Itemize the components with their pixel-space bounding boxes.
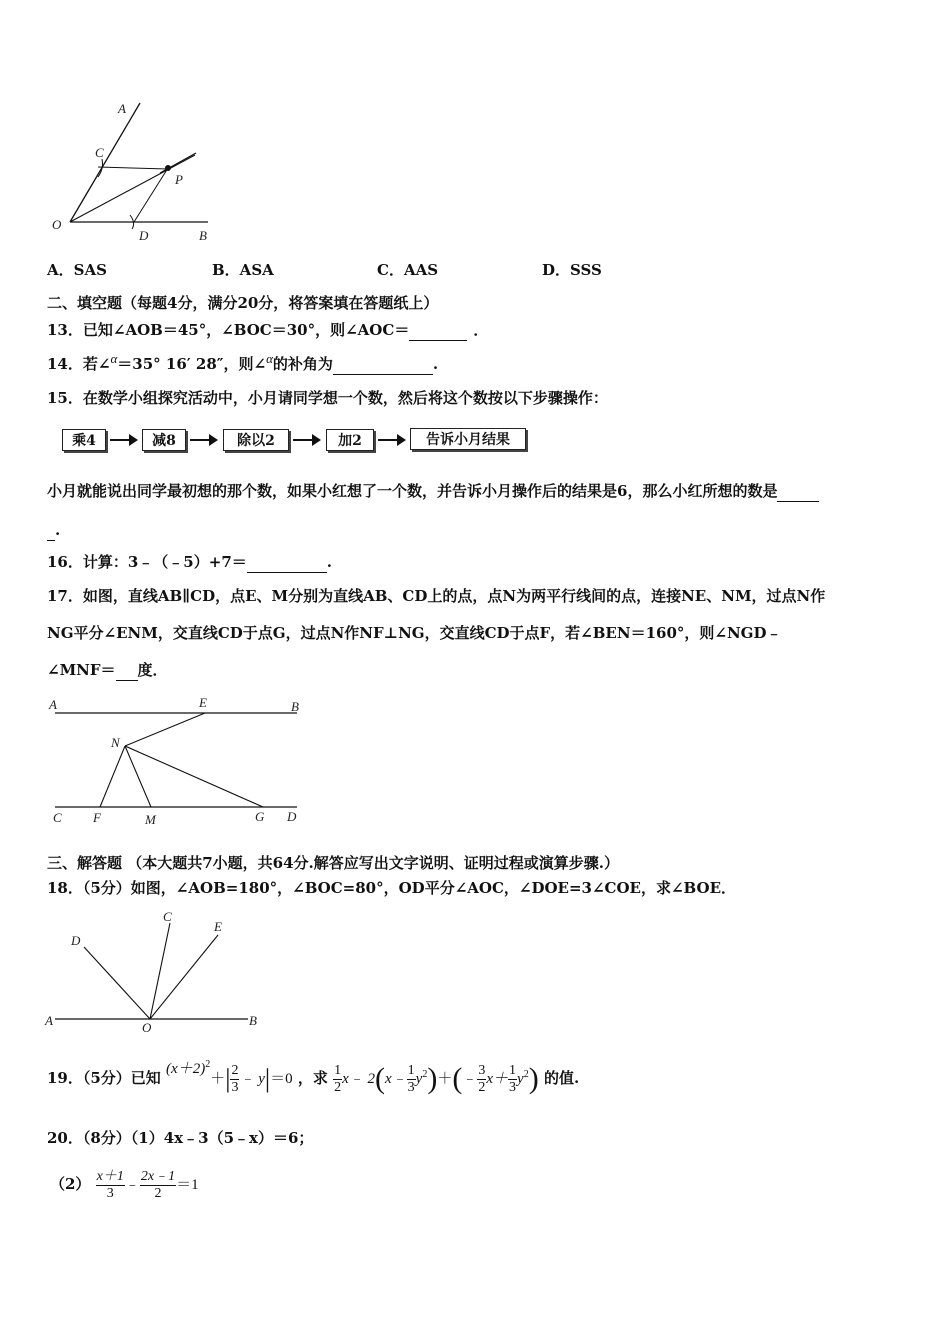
q17-line1: 17．如图，直线AB∥CD，点E、M分别为直线AB、CD上的点，点N为两平行线间的点，连接NE、NM，过点N作	[47, 587, 826, 605]
q14-pre: 14．若∠	[47, 355, 111, 373]
paren-left-1: (	[375, 1062, 385, 1095]
label-g: G	[255, 809, 265, 824]
q16-end: .	[326, 553, 332, 571]
q17-line3-pre: ∠MNF＝	[47, 661, 116, 679]
label-n: N	[111, 735, 120, 750]
step-box-5: 告诉小月结果	[410, 428, 526, 450]
arrow-icon-1	[110, 439, 136, 441]
step-box-4: 加2	[326, 429, 374, 451]
label-b: B	[249, 1013, 257, 1028]
q20-part2-label: （2）	[50, 1175, 91, 1193]
segment-dp	[134, 168, 168, 222]
label-e: E	[199, 695, 207, 710]
arrow-icon-4	[378, 439, 404, 441]
q15-answer-blank[interactable]	[777, 481, 819, 502]
label-a: A	[45, 1013, 53, 1028]
segment-op	[70, 155, 195, 222]
option-c: C．AAS	[377, 261, 439, 279]
label-b: B	[199, 228, 207, 243]
geometry-figure-q17	[45, 693, 315, 833]
q19-cond-a: $(x+2)^2$	[166, 1059, 211, 1077]
step-box-2: 减8	[142, 429, 186, 451]
label-b: B	[291, 699, 299, 714]
q15-answer-blank-cont[interactable]	[47, 520, 55, 541]
segment-cp	[98, 167, 168, 169]
paren-right-2: )	[528, 1062, 539, 1095]
q19-sup: 2	[205, 1059, 211, 1070]
label-p: P	[175, 172, 183, 187]
q19-t2-frac: $\frac{1}{3}$	[509, 1062, 517, 1095]
q19-abs-frac: $\frac{2}{3}$	[231, 1062, 239, 1095]
q13-text: 13．已知∠AOB＝45°，∠BOC＝30°，则∠AOC＝	[47, 321, 410, 339]
q15-end-line	[47, 520, 60, 541]
segment-nm	[125, 746, 151, 807]
label-d: D	[139, 228, 149, 243]
q13-end: ．	[473, 321, 489, 339]
question-20-part2	[50, 1160, 199, 1208]
question-18: 18．（5分）如图，∠AOB=180°，∠BOC=80°，OD平分∠AOC，∠DOE=3∠COE，求∠BOE．	[47, 879, 737, 897]
label-o: O	[52, 217, 62, 232]
q16-text: 16．计算：3﹣（﹣5）+7＝	[47, 553, 247, 571]
q19-third-frac: $\frac{1}{3}$	[407, 1062, 415, 1095]
option-d: D．SSS	[542, 261, 602, 279]
label-c: C	[163, 909, 172, 924]
question-13	[47, 320, 488, 341]
q17-line2: NG平分∠ENM，交直线CD于点G，过点N作NF⊥NG，交直线CD于点F，若∠BEN＝160°，则∠NGD﹣	[47, 624, 782, 642]
question-16	[47, 552, 332, 573]
arrow-icon-3	[293, 439, 319, 441]
q19-inner2-c: y	[517, 1071, 524, 1087]
label-f: F	[93, 810, 101, 825]
label-a: A	[49, 697, 57, 712]
q14-mid: ＝35° 16′ 28″，则∠	[117, 355, 267, 373]
q15-end: .	[55, 521, 61, 539]
paren-right-1: )	[427, 1062, 438, 1095]
question-19	[47, 1050, 579, 1100]
q15-body	[47, 481, 819, 502]
label-c: C	[95, 145, 104, 160]
q19-inner2-b: x＋	[486, 1071, 509, 1087]
paren-left-2: (	[452, 1062, 463, 1095]
q20-eq: ＝1	[176, 1177, 199, 1193]
q13-answer-blank[interactable]	[409, 320, 467, 341]
q14-end: .	[432, 355, 439, 373]
step-box-1: 乘4	[62, 429, 106, 451]
ray-oe	[150, 935, 218, 1019]
q19-neg: ﹣	[462, 1071, 478, 1087]
arrow-icon-2	[190, 439, 216, 441]
q19-post: 的值.	[543, 1069, 580, 1087]
q20-frac-1: $\frac{x+1}{3}$	[96, 1168, 124, 1201]
alpha-symbol-2: α	[266, 351, 273, 366]
geometry-figure-q18	[40, 905, 270, 1035]
q17-line3	[47, 660, 168, 681]
q19-plus: ＋	[210, 1071, 226, 1087]
q19-pre: 19．（5分）已知	[47, 1069, 161, 1087]
option-a: A．SAS	[47, 261, 107, 279]
q19-inner1-a: x﹣	[385, 1071, 407, 1087]
q19-abs-tail: ﹣ y	[239, 1071, 265, 1087]
segment-nf	[100, 746, 125, 807]
q20-minus: ﹣	[124, 1177, 140, 1193]
q19-half-frac: $\frac{1}{2}$	[334, 1062, 342, 1095]
label-d: D	[71, 933, 81, 948]
q19-th-frac: $\frac{3}{2}$	[478, 1062, 486, 1095]
section2-title: 二、填空题（每题4分，满分20分，将答案填在答题纸上）	[47, 294, 439, 312]
q14-answer-blank[interactable]	[333, 354, 433, 375]
q15-body-text: 小月就能说出同学最初想的那个数，如果小红想了一个数，并告诉小月操作后的结果是6，那么小红所想的数是	[47, 482, 778, 500]
q19-inner1-b: y	[415, 1071, 423, 1087]
step-box-3: 除以2	[223, 429, 289, 451]
abs-bar-left: |	[225, 1064, 231, 1093]
q15-intro: 15．在数学小组探究活动中，小月请同学想一个数，然后将这个数按以下步骤操作：	[47, 389, 608, 407]
geometry-figure-q12	[40, 95, 230, 250]
option-b: B．ASA	[212, 261, 274, 279]
q16-answer-blank[interactable]	[247, 552, 327, 573]
q19-plus2: ＋	[437, 1071, 453, 1087]
q19-ask: ，求	[297, 1069, 328, 1087]
label-o: O	[142, 1020, 152, 1035]
label-m: M	[145, 812, 156, 827]
q19-sup-2: 2	[523, 1069, 529, 1080]
q14-post: 的补角为	[272, 355, 333, 373]
ray-od	[84, 947, 150, 1019]
abs-bar-right: |	[264, 1064, 271, 1093]
ray-oa	[70, 103, 140, 222]
question-14	[47, 351, 439, 375]
section3-title: 三、解答题 （本大题共7小题，共64分.解答应写出文字说明、证明过程或演算步骤.）	[47, 854, 619, 872]
q17-line3-post: 度．	[137, 661, 168, 679]
point-p	[165, 165, 171, 171]
question-20-part1: 20．（8分）（1）4x﹣3（5﹣x）＝6；	[47, 1129, 314, 1147]
q19-sup-1: 2	[422, 1069, 428, 1080]
q19-eq0: ＝0	[270, 1071, 293, 1087]
label-e: E	[214, 919, 222, 934]
segment-ne	[125, 713, 205, 746]
label-d: D	[287, 809, 297, 824]
ray-oc	[150, 923, 170, 1019]
q19-expr-a: x﹣ 2	[342, 1071, 375, 1087]
label-a: A	[118, 101, 126, 116]
segment-ng	[125, 746, 263, 807]
q20-frac-2: $\frac{2x﹣1}{2}$	[140, 1168, 176, 1201]
ray-p-extension	[160, 153, 196, 173]
alpha-symbol: α	[110, 351, 118, 366]
label-c: C	[53, 810, 62, 825]
q17-answer-blank[interactable]	[116, 660, 138, 681]
